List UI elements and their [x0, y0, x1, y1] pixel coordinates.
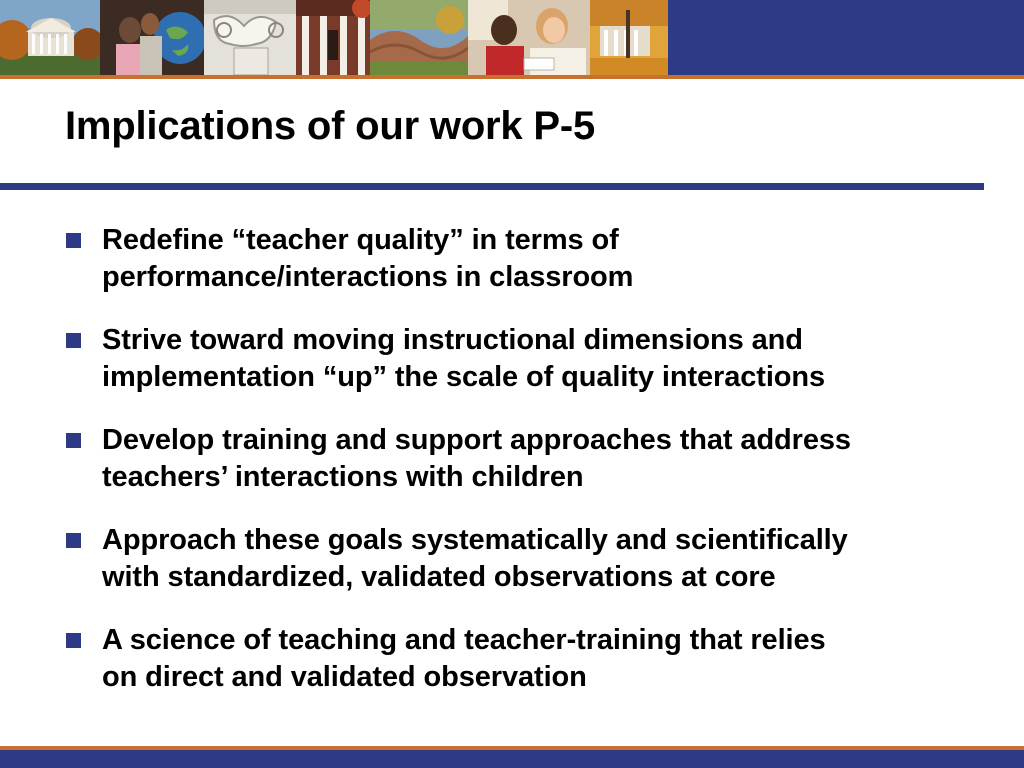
banner-accent-rule [0, 75, 1024, 79]
campus-autumn-photo [590, 0, 668, 75]
banner-photo-strip [0, 0, 668, 75]
bullet-line: teachers’ interactions with children [102, 461, 584, 493]
bullet-text [102, 222, 633, 296]
square-bullet-icon [66, 233, 81, 248]
bullet-item [66, 422, 1006, 496]
bullet-line: Redefine “teacher quality” in terms of [102, 224, 619, 256]
students-globe-photo [100, 0, 204, 75]
bullet-line: with standardized, validated observations at core [102, 561, 776, 593]
serpentine-wall-photo [370, 0, 468, 75]
bullet-item [66, 622, 1006, 696]
square-bullet-icon [66, 533, 81, 548]
title-underline [0, 183, 984, 190]
bullet-text [102, 322, 825, 396]
colonnade-photo [296, 0, 370, 75]
square-bullet-icon [66, 433, 81, 448]
bullet-item [66, 322, 1006, 396]
bullet-line: Develop training and support approaches that address [102, 424, 851, 456]
bullet-text [102, 422, 851, 496]
bullet-line: on direct and validated observation [102, 661, 587, 693]
square-bullet-icon [66, 633, 81, 648]
bullet-line: Strive toward moving instructional dimensions and [102, 324, 803, 356]
bullet-item [66, 522, 1006, 596]
bullet-line: performance/interactions in classroom [102, 261, 634, 293]
bullet-line: A science of teaching and teacher-training that relies [102, 624, 826, 656]
bullet-list [66, 222, 1006, 722]
square-bullet-icon [66, 333, 81, 348]
footer-bar [0, 750, 1024, 768]
bullet-line: Approach these goals systematically and scientifically [102, 524, 848, 556]
bullet-text [102, 522, 848, 596]
bullet-line: implementation “up” the scale of quality interactions [102, 361, 826, 393]
bullet-text [102, 622, 826, 696]
header-banner [0, 0, 1024, 75]
column-capital-photo [204, 0, 296, 75]
rotunda-photo [0, 0, 100, 75]
bullet-item [66, 222, 1006, 296]
students-reading-photo [468, 0, 590, 75]
slide-title: Implications of our work P-5 [65, 104, 596, 148]
